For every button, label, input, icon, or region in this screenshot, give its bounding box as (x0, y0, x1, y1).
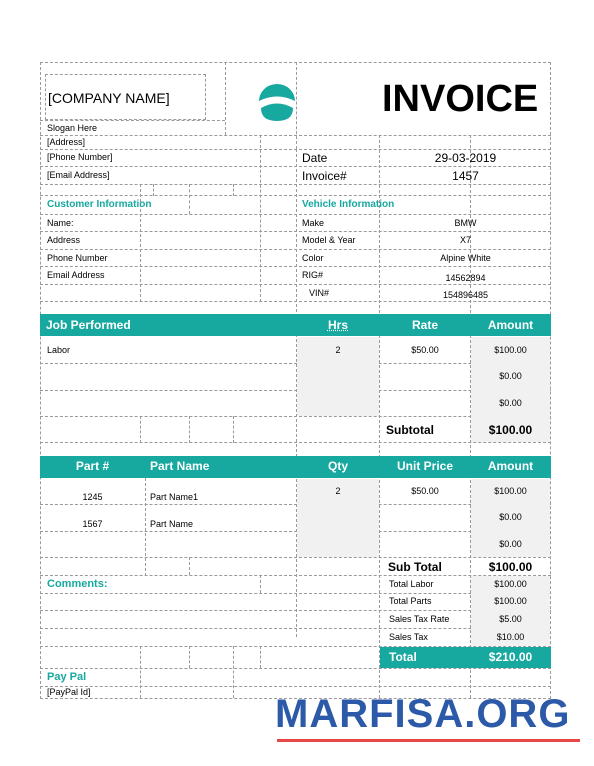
date-label: Date (302, 151, 328, 165)
sub-total-label: Sub Total (388, 560, 442, 574)
part-row-1-qty: 2 (335, 486, 341, 496)
part-row-1-name: Part Name1 (150, 492, 199, 502)
paypal-id: [PayPal Id] (47, 687, 91, 697)
job-header-rate: Rate (411, 318, 438, 332)
email-line: [Email Address] (47, 170, 110, 180)
company-logo-icon (256, 84, 298, 124)
parts-header-number: Part # (75, 459, 110, 473)
vehicle-color-value: Alpine White (440, 253, 491, 263)
parts-header-name: Part Name (150, 459, 210, 473)
grid-line (140, 646, 141, 698)
date-value: 29-03-2019 (434, 151, 497, 165)
grid-line (233, 416, 234, 443)
tax-rate-value: $5.00 (499, 614, 522, 624)
job-row-2-amount: $0.00 (499, 371, 522, 381)
grid-line (140, 416, 141, 443)
grid-line (233, 184, 234, 196)
total-parts-value: $100.00 (494, 596, 527, 606)
job-header-job: Job Performed (46, 318, 131, 332)
job-row-1-hrs: 2 (335, 345, 341, 355)
vehicle-vin-value: 154896485 (442, 290, 489, 300)
grid-line (40, 668, 551, 669)
job-row-3-amount: $0.00 (499, 398, 522, 408)
grand-total-value: $210.00 (488, 650, 533, 664)
grid-line (145, 478, 146, 576)
part-row-1-amount: $100.00 (494, 486, 527, 496)
grid-line (189, 646, 190, 668)
customer-phone-label: Phone Number (47, 253, 108, 263)
sub-total-value: $100.00 (488, 560, 533, 574)
grid-line (153, 184, 154, 196)
grid-line (233, 646, 234, 698)
invoice-number-value: 1457 (452, 169, 479, 183)
vehicle-model-value: X7 (459, 235, 471, 245)
invoice-number-label: Invoice# (302, 169, 347, 183)
job-header-hrs: Hrs (327, 318, 348, 332)
total-labor-label: Total Labor (389, 579, 434, 589)
phone-line: [Phone Number] (47, 152, 113, 162)
grid-line (260, 646, 261, 668)
part-row-3-amount: $0.00 (499, 539, 522, 549)
watermark-underline (277, 739, 580, 742)
parts-header-unit-price: Unit Price (396, 459, 453, 473)
job-subtotal-label: Subtotal (386, 423, 434, 437)
customer-email-label: Email Address (47, 270, 105, 280)
part-row-1-number: 1245 (82, 492, 103, 502)
job-header-amount: Amount (487, 318, 534, 332)
grand-total-label: Total (389, 650, 417, 664)
vehicle-section-title: Vehicle Information (302, 199, 395, 210)
grid-line (189, 557, 190, 575)
part-row-2-amount: $0.00 (499, 512, 522, 522)
address-line: [Address] (47, 137, 86, 147)
vehicle-make-label: Make (302, 218, 325, 228)
paypal-label: Pay Pal (47, 671, 87, 683)
job-row-1-rate: $50.00 (411, 345, 439, 355)
vehicle-vin-label: VIN# (309, 288, 330, 298)
parts-header-qty: Qty (327, 459, 348, 473)
job-row-1-name: Labor (47, 345, 71, 355)
customer-name-label: Name: (47, 218, 74, 228)
tax-rate-label: Sales Tax Rate (389, 614, 450, 624)
part-row-2-number: 1567 (82, 519, 103, 529)
watermark-logo: MARFISA.ORG (275, 692, 571, 736)
vehicle-rig-value: 14562894 (445, 273, 486, 283)
parts-header-amount: Amount (487, 459, 534, 473)
company-name: [COMPANY NAME] (48, 90, 170, 106)
grid-line (260, 135, 261, 302)
total-parts-label: Total Parts (389, 596, 432, 606)
part-row-1-unit-price: $50.00 (411, 486, 439, 496)
customer-address-label: Address (47, 235, 81, 245)
grid-line (40, 686, 551, 687)
part-row-2-name: Part Name (150, 519, 194, 529)
grid-line (40, 120, 225, 121)
comments-label: Comments: (47, 578, 108, 590)
vehicle-make-value: BMW (454, 218, 477, 228)
total-labor-value: $100.00 (494, 579, 527, 589)
grid-line (189, 416, 190, 443)
job-row-1-amount: $100.00 (494, 345, 527, 355)
customer-section-title: Customer Information (47, 199, 152, 210)
grid-line (260, 575, 261, 593)
slogan: Slogan Here (47, 123, 98, 133)
invoice-title: INVOICE (382, 78, 539, 120)
job-subtotal-value: $100.00 (488, 423, 533, 437)
vehicle-model-label: Model & Year (302, 235, 356, 245)
grid-line (225, 62, 226, 135)
vehicle-color-label: Color (302, 253, 324, 263)
grid-line (189, 184, 190, 214)
vehicle-rig-label: RIG# (302, 270, 324, 280)
sales-tax-value: $10.00 (496, 632, 525, 642)
sales-tax-label: Sales Tax (389, 632, 428, 642)
